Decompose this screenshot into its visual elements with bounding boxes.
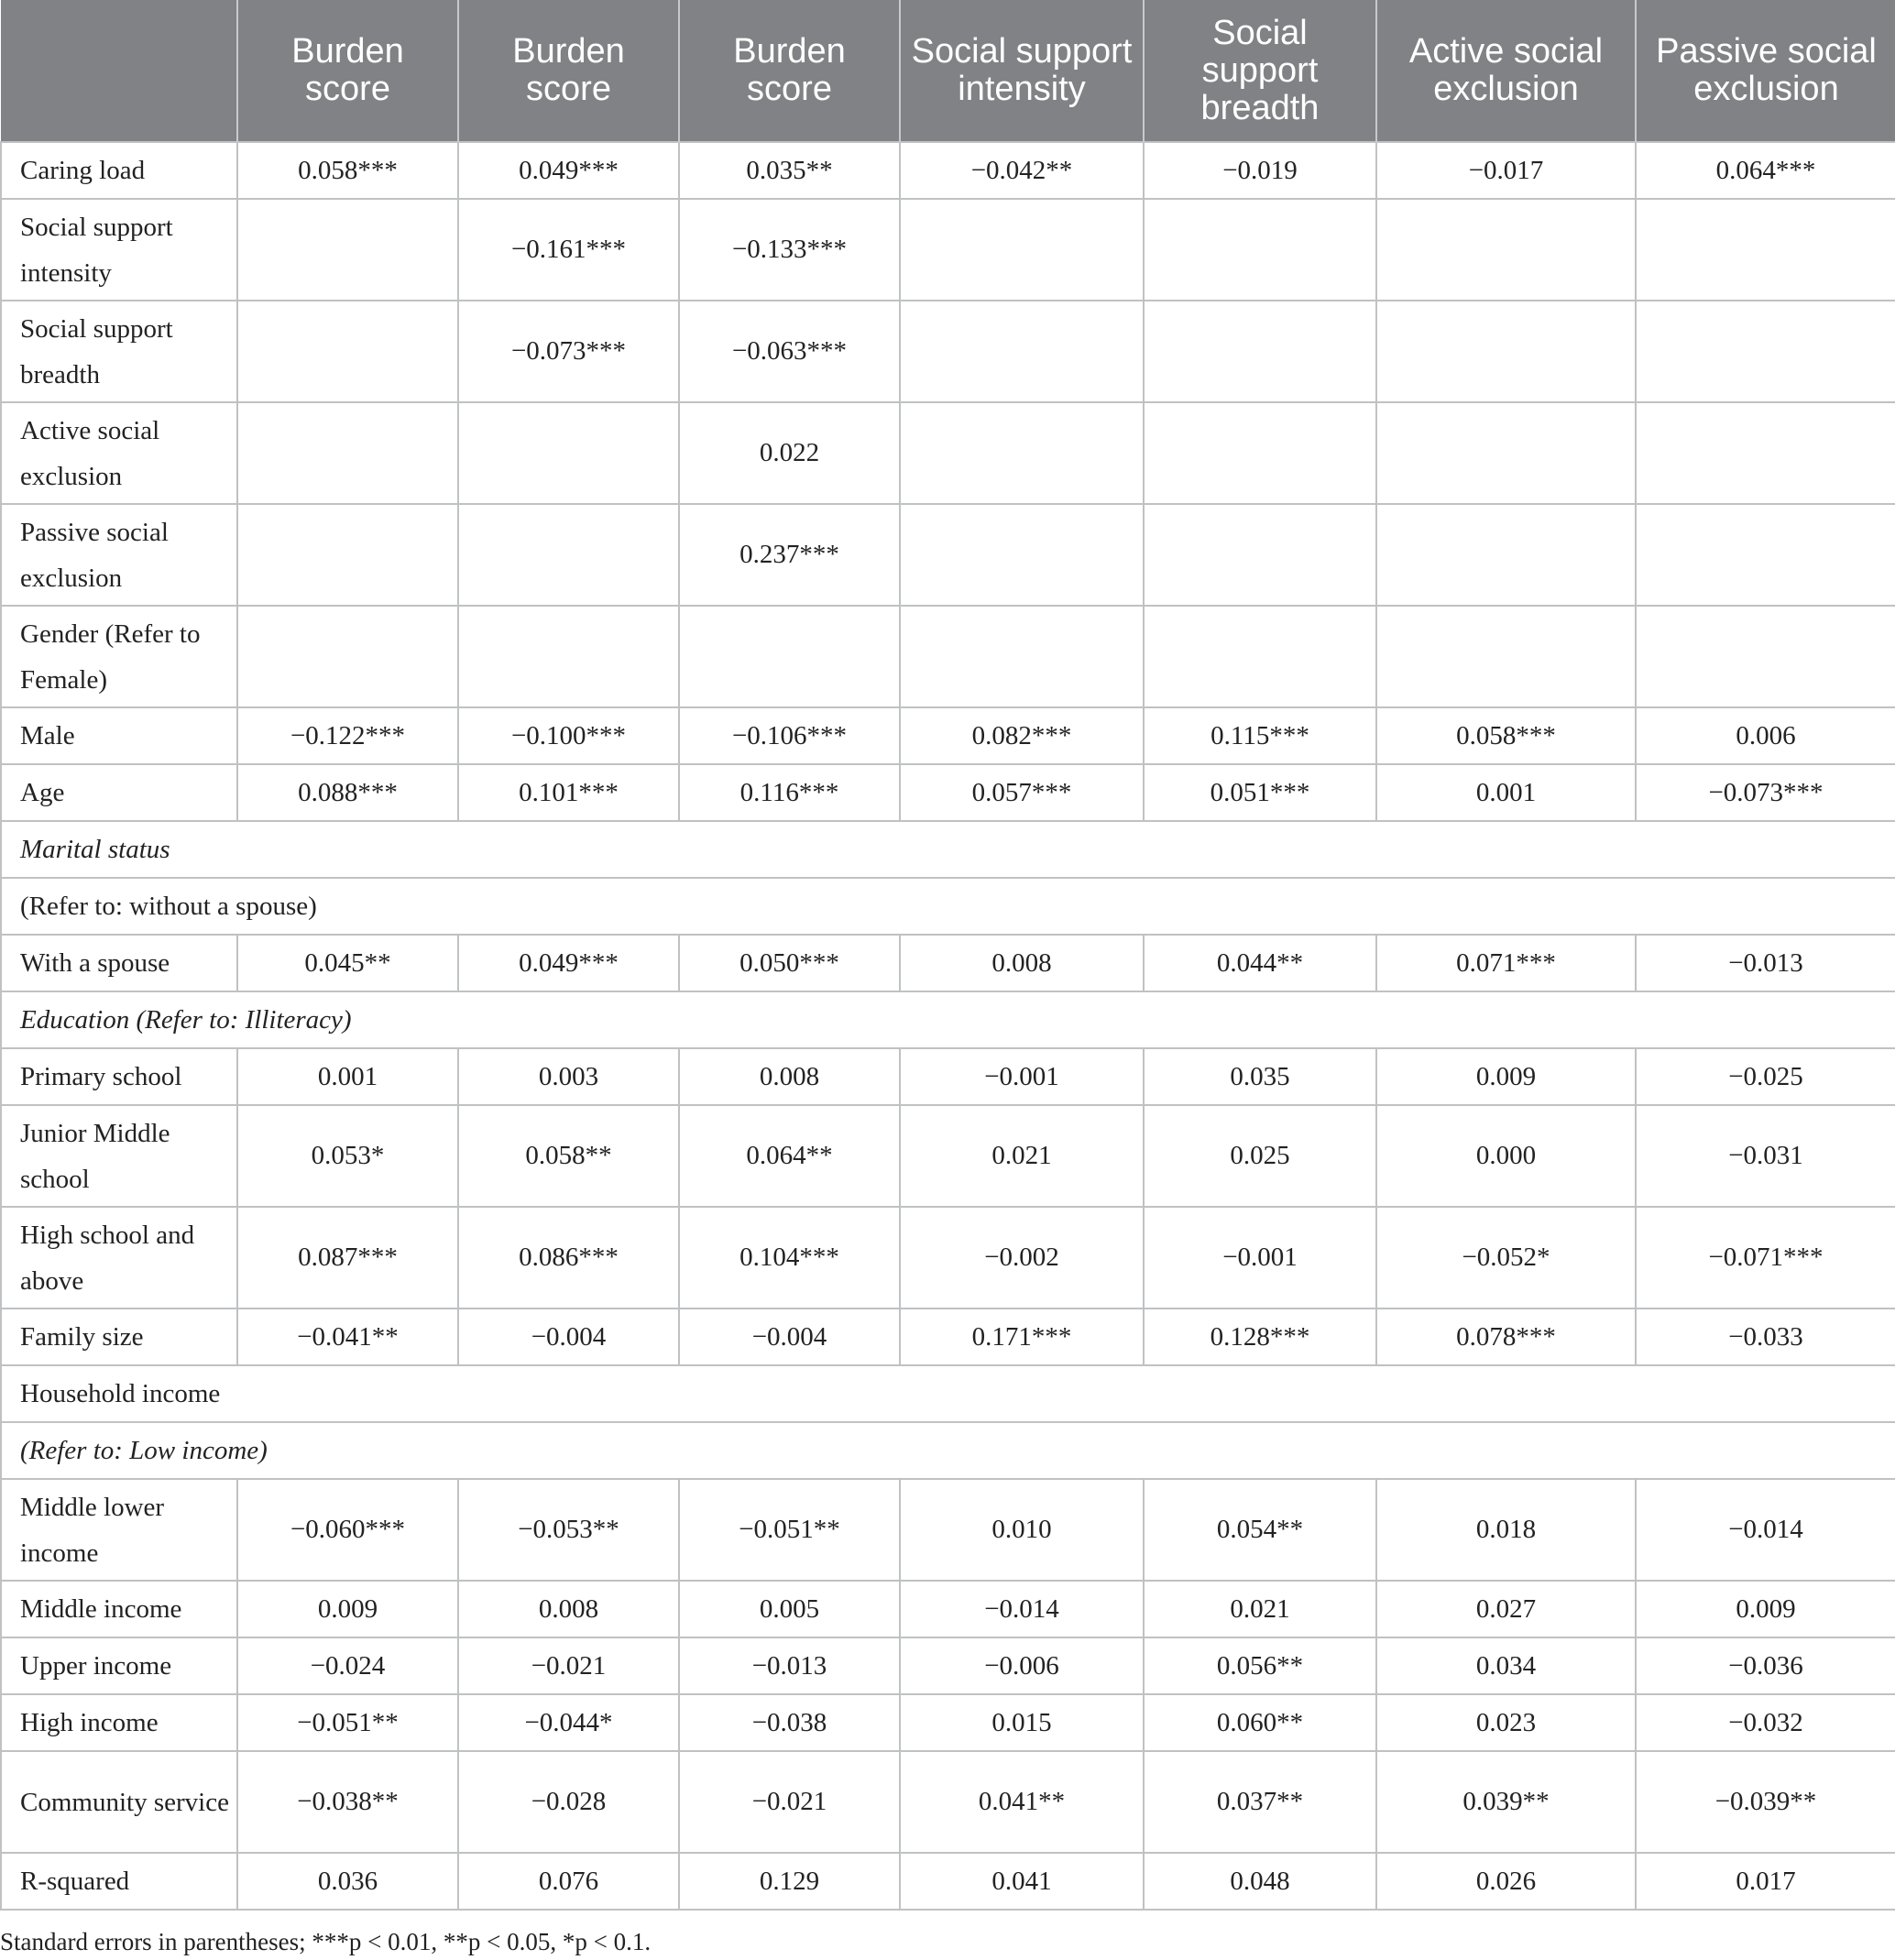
coefficient-cell — [1636, 606, 1895, 707]
coefficient-cell: 0.088*** — [237, 764, 458, 821]
coefficient-cell — [900, 199, 1144, 301]
row-label: High income — [1, 1694, 237, 1751]
coefficient-cell: 0.129 — [679, 1853, 900, 1910]
table-row — [1, 878, 1895, 935]
row-label: Junior Middle school — [1, 1105, 237, 1207]
coefficient-cell — [1144, 606, 1376, 707]
coefficient-cell: 0.058** — [458, 1105, 679, 1207]
coefficient-cell — [900, 301, 1144, 402]
coefficient-cell: −0.161*** — [458, 199, 679, 301]
table-row — [1, 935, 1895, 991]
row-label: Family size — [1, 1308, 237, 1365]
coefficient-cell: 0.078*** — [1376, 1308, 1636, 1365]
coefficient-cell: 0.049*** — [458, 935, 679, 991]
coefficient-cell: −0.025 — [1636, 1048, 1895, 1105]
column-header: Passive social exclusion — [1636, 0, 1895, 142]
coefficient-cell: 0.009 — [1636, 1581, 1895, 1637]
coefficient-cell: 0.009 — [1376, 1048, 1636, 1105]
table-row — [1, 199, 1895, 301]
coefficient-cell: 0.001 — [237, 1048, 458, 1105]
section-label: Marital status — [1, 821, 1895, 878]
coefficient-cell — [1636, 504, 1895, 606]
row-label: High school and above — [1, 1207, 237, 1308]
coefficient-cell: −0.004 — [679, 1308, 900, 1365]
coefficient-cell: 0.008 — [679, 1048, 900, 1105]
table-row — [1, 1207, 1895, 1308]
coefficient-cell: 0.009 — [237, 1581, 458, 1637]
coefficient-cell: 0.071*** — [1376, 935, 1636, 991]
column-header: Burden score — [458, 0, 679, 142]
coefficient-cell — [1376, 606, 1636, 707]
coefficient-cell: 0.044** — [1144, 935, 1376, 991]
coefficient-cell — [1376, 199, 1636, 301]
coefficient-cell: 0.064** — [679, 1105, 900, 1207]
coefficient-cell: −0.038** — [237, 1751, 458, 1853]
table-body — [1, 142, 1895, 1910]
coefficient-cell: 0.056** — [1144, 1637, 1376, 1694]
row-label: Social support breadth — [1, 301, 237, 402]
coefficient-cell: −0.032 — [1636, 1694, 1895, 1751]
row-label: With a spouse — [1, 935, 237, 991]
coefficient-cell: 0.003 — [458, 1048, 679, 1105]
coefficient-cell: 0.036 — [237, 1853, 458, 1910]
coefficient-cell: −0.002 — [900, 1207, 1144, 1308]
coefficient-cell — [237, 606, 458, 707]
coefficient-cell: −0.044* — [458, 1694, 679, 1751]
section-label: (Refer to: Low income) — [1, 1422, 1895, 1479]
table-row — [1, 1308, 1895, 1365]
coefficient-cell: 0.058*** — [237, 142, 458, 199]
table-row — [1, 1581, 1895, 1637]
coefficient-cell: 0.051*** — [1144, 764, 1376, 821]
coefficient-cell: −0.100*** — [458, 707, 679, 764]
coefficient-cell: −0.036 — [1636, 1637, 1895, 1694]
coefficient-cell: 0.015 — [900, 1694, 1144, 1751]
table-footnote: Standard errors in parentheses; ***p < 0.01, **p < 0.05, *p < 0.1. — [0, 1928, 652, 1955]
coefficient-cell: 0.039** — [1376, 1751, 1636, 1853]
coefficient-cell: 0.060** — [1144, 1694, 1376, 1751]
coefficient-cell — [1636, 402, 1895, 504]
coefficient-cell: 0.021 — [1144, 1581, 1376, 1637]
coefficient-cell: −0.001 — [900, 1048, 1144, 1105]
coefficient-cell: −0.013 — [679, 1637, 900, 1694]
coefficient-cell: −0.106*** — [679, 707, 900, 764]
coefficient-cell: 0.021 — [900, 1105, 1144, 1207]
table-row — [1, 1751, 1895, 1853]
coefficient-cell: 0.087*** — [237, 1207, 458, 1308]
coefficient-cell: −0.031 — [1636, 1105, 1895, 1207]
coefficient-cell: −0.014 — [900, 1581, 1144, 1637]
coefficient-cell — [1144, 199, 1376, 301]
coefficient-cell: 0.008 — [900, 935, 1144, 991]
coefficient-cell: −0.133*** — [679, 199, 900, 301]
row-label: Middle lower income — [1, 1479, 237, 1581]
row-label: Caring load — [1, 142, 237, 199]
coefficient-cell: −0.021 — [458, 1637, 679, 1694]
row-label: R-squared — [1, 1853, 237, 1910]
coefficient-cell: −0.051** — [679, 1479, 900, 1581]
row-label: Social support intensity — [1, 199, 237, 301]
column-header — [1, 0, 237, 142]
coefficient-cell — [900, 402, 1144, 504]
coefficient-cell: −0.028 — [458, 1751, 679, 1853]
coefficient-cell: 0.064*** — [1636, 142, 1895, 199]
coefficient-cell: 0.041** — [900, 1751, 1144, 1853]
coefficient-cell: 0.058*** — [1376, 707, 1636, 764]
table-row — [1, 606, 1895, 707]
coefficient-cell: −0.063*** — [679, 301, 900, 402]
coefficient-cell: 0.025 — [1144, 1105, 1376, 1207]
row-label: Age — [1, 764, 237, 821]
coefficient-cell — [237, 199, 458, 301]
coefficient-cell: 0.076 — [458, 1853, 679, 1910]
coefficient-cell: −0.033 — [1636, 1308, 1895, 1365]
coefficient-cell — [458, 402, 679, 504]
coefficient-cell: −0.038 — [679, 1694, 900, 1751]
coefficient-cell — [237, 301, 458, 402]
table-row — [1, 402, 1895, 504]
coefficient-cell: 0.104*** — [679, 1207, 900, 1308]
coefficient-cell — [900, 504, 1144, 606]
row-label: Male — [1, 707, 237, 764]
section-label: Education (Refer to: Illiteracy) — [1, 991, 1895, 1048]
coefficient-cell — [1144, 402, 1376, 504]
coefficient-cell: 0.115*** — [1144, 707, 1376, 764]
coefficient-cell: 0.010 — [900, 1479, 1144, 1581]
coefficient-cell: −0.041** — [237, 1308, 458, 1365]
table-row — [1, 764, 1895, 821]
coefficient-cell: −0.052* — [1376, 1207, 1636, 1308]
coefficient-cell: 0.037** — [1144, 1751, 1376, 1853]
coefficient-cell: 0.023 — [1376, 1694, 1636, 1751]
column-header: Burden score — [237, 0, 458, 142]
coefficient-cell: −0.001 — [1144, 1207, 1376, 1308]
coefficient-cell — [1376, 504, 1636, 606]
coefficient-cell: −0.039** — [1636, 1751, 1895, 1853]
coefficient-cell: 0.101*** — [458, 764, 679, 821]
coefficient-cell — [1144, 504, 1376, 606]
table-row — [1, 821, 1895, 878]
coefficient-cell: 0.026 — [1376, 1853, 1636, 1910]
coefficient-cell: 0.116*** — [679, 764, 900, 821]
section-label: Household income — [1, 1365, 1895, 1422]
coefficient-cell — [1376, 301, 1636, 402]
table-row — [1, 301, 1895, 402]
table-row — [1, 1422, 1895, 1479]
coefficient-cell — [1636, 301, 1895, 402]
coefficient-cell — [1144, 301, 1376, 402]
coefficient-cell — [237, 402, 458, 504]
coefficient-cell: 0.049*** — [458, 142, 679, 199]
coefficient-cell: −0.013 — [1636, 935, 1895, 991]
coefficient-cell: −0.014 — [1636, 1479, 1895, 1581]
coefficient-cell: 0.086*** — [458, 1207, 679, 1308]
coefficient-cell: 0.054** — [1144, 1479, 1376, 1581]
row-label: Primary school — [1, 1048, 237, 1105]
table-header-row — [1, 0, 1895, 142]
coefficient-cell — [900, 606, 1144, 707]
row-label: Middle income — [1, 1581, 237, 1637]
table-row — [1, 991, 1895, 1048]
column-header: Social support intensity — [900, 0, 1144, 142]
coefficient-cell: 0.082*** — [900, 707, 1144, 764]
table-row — [1, 1479, 1895, 1581]
row-label: Upper income — [1, 1637, 237, 1694]
coefficient-cell: 0.041 — [900, 1853, 1144, 1910]
coefficient-cell: −0.071*** — [1636, 1207, 1895, 1308]
coefficient-cell — [237, 504, 458, 606]
coefficient-cell: −0.073*** — [1636, 764, 1895, 821]
coefficient-cell: −0.006 — [900, 1637, 1144, 1694]
table-row — [1, 1365, 1895, 1422]
coefficient-cell: −0.122*** — [237, 707, 458, 764]
coefficient-cell: 0.001 — [1376, 764, 1636, 821]
table-row — [1, 1694, 1895, 1751]
coefficient-cell — [1376, 402, 1636, 504]
coefficient-cell: 0.005 — [679, 1581, 900, 1637]
coefficient-cell: 0.045** — [237, 935, 458, 991]
coefficient-cell: 0.035 — [1144, 1048, 1376, 1105]
coefficient-cell: 0.027 — [1376, 1581, 1636, 1637]
section-label: (Refer to: without a spouse) — [1, 878, 1895, 935]
coefficient-cell: −0.051** — [237, 1694, 458, 1751]
row-label: Community service — [1, 1751, 237, 1853]
coefficient-cell: 0.017 — [1636, 1853, 1895, 1910]
column-header: Social support breadth — [1144, 0, 1376, 142]
coefficient-cell: −0.019 — [1144, 142, 1376, 199]
coefficient-cell: 0.050*** — [679, 935, 900, 991]
column-header: Burden score — [679, 0, 900, 142]
coefficient-cell: 0.022 — [679, 402, 900, 504]
coefficient-cell: 0.128*** — [1144, 1308, 1376, 1365]
coefficient-cell: 0.237*** — [679, 504, 900, 606]
coefficient-cell: 0.053* — [237, 1105, 458, 1207]
coefficient-cell: 0.008 — [458, 1581, 679, 1637]
coefficient-cell: −0.004 — [458, 1308, 679, 1365]
table-row — [1, 1853, 1895, 1910]
coefficient-cell: −0.021 — [679, 1751, 900, 1853]
table-row — [1, 1048, 1895, 1105]
coefficient-cell — [458, 606, 679, 707]
table-row — [1, 1105, 1895, 1207]
coefficient-cell: 0.000 — [1376, 1105, 1636, 1207]
coefficient-cell: 0.006 — [1636, 707, 1895, 764]
coefficient-cell: 0.171*** — [900, 1308, 1144, 1365]
coefficient-cell — [458, 504, 679, 606]
coefficient-cell: 0.048 — [1144, 1853, 1376, 1910]
table-row — [1, 142, 1895, 199]
row-label: Passive social exclusion — [1, 504, 237, 606]
coefficient-cell — [1636, 199, 1895, 301]
coefficient-cell: −0.024 — [237, 1637, 458, 1694]
coefficient-cell: −0.042** — [900, 142, 1144, 199]
row-label: Gender (Refer to Female) — [1, 606, 237, 707]
coefficient-cell: −0.017 — [1376, 142, 1636, 199]
coefficient-cell: −0.073*** — [458, 301, 679, 402]
coefficient-cell: 0.034 — [1376, 1637, 1636, 1694]
coefficient-cell: 0.035** — [679, 142, 900, 199]
coefficient-cell: −0.053** — [458, 1479, 679, 1581]
table-row — [1, 504, 1895, 606]
coefficient-cell: 0.057*** — [900, 764, 1144, 821]
table-row — [1, 1637, 1895, 1694]
row-label: Active social exclusion — [1, 402, 237, 504]
coefficient-cell: −0.060*** — [237, 1479, 458, 1581]
column-header: Active social exclusion — [1376, 0, 1636, 142]
coefficient-cell: 0.018 — [1376, 1479, 1636, 1581]
table-row — [1, 707, 1895, 764]
coefficient-cell — [679, 606, 900, 707]
